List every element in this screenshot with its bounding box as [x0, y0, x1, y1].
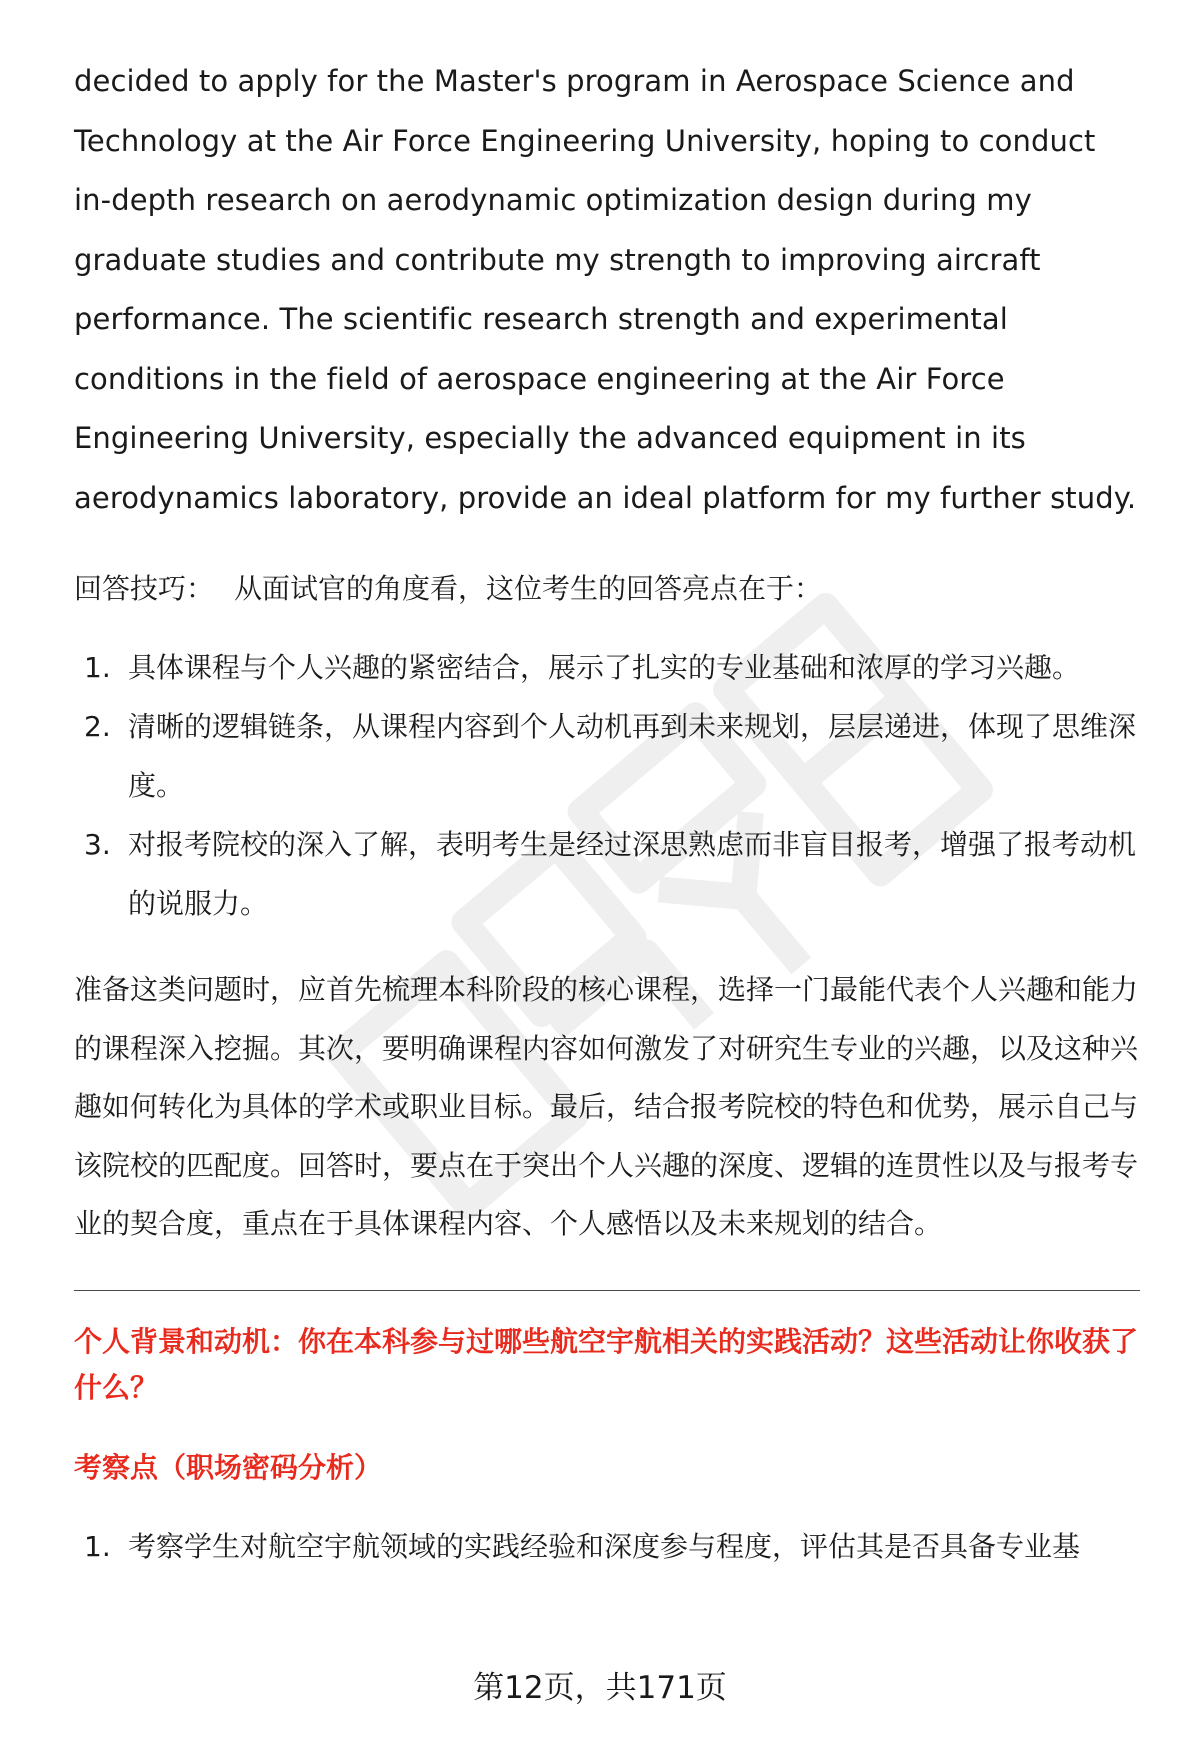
- list-item-number: 1.: [84, 651, 111, 684]
- assessment-heading: 考察点（职场密码分析）: [74, 1450, 383, 1484]
- list-item: [74, 815, 1140, 933]
- list-item-number: 3.: [84, 828, 111, 861]
- preparation-paragraph: 准备这类问题时，应首先梳理本科阶段的核心课程，选择一门最能代表个人兴趣和能力的课程深入挖掘。其次，要明确课程内容如何激发了对研究生专业的兴趣，以及这种兴趣如何转化为具体的学术或职业目标。最后，结合报考院校的特色和优势，展示自己与该院校的匹配度。回答时，要点在于突出个人兴趣的深度、逻辑的连贯性以及与报考专业的契合度，重点在于具体课程内容、个人感悟以及未来规划的结合。: [74, 973, 1139, 1240]
- list-item-number: 1.: [84, 1529, 111, 1563]
- list-item: [74, 697, 1140, 815]
- list-item-text: 清晰的逻辑链条，从课程内容到个人动机再到未来规划，层层递进，体现了思维深度。: [128, 710, 1137, 802]
- section-divider: [74, 1290, 1140, 1291]
- page-footer: 第12页，共171页: [473, 1670, 727, 1706]
- question-heading: 个人背景和动机：你在本科参与过哪些航空宇航相关的实践活动？这些活动让你收获了什么？: [74, 1324, 1139, 1404]
- english-paragraph: decided to apply for the Master's program in Aerospace Science and Technology at the Air Force Engineering University, hoping to conduct in-depth research on aerodynamic optimization design during my graduate studies and contribute my strength to improving aircraft performance. The scientific research strength and experimental conditions in the field of aerospace engineering at the Air Force Engineering University, especially the advanced equipment in its aerodynamics laboratory, provide an ideal platform for my further study.: [74, 64, 1137, 515]
- list-item-text: 具体课程与个人兴趣的紧密结合，展示了扎实的专业基础和浓厚的学习兴趣。: [128, 651, 1081, 684]
- tip-label: 回答技巧：: [74, 572, 215, 605]
- list-item-text: 对报考院校的深入了解，表明考生是经过深思熟虑而非盲目报考，增强了报考动机的说服力。: [128, 828, 1137, 920]
- document-page: [74, 52, 1140, 1576]
- list-item-text: 考察学生对航空宇航领域的实践经验和深度参与程度，评估其是否具备专业基: [128, 1529, 1081, 1563]
- assessment-list: [74, 1517, 1140, 1576]
- list-item: [74, 1517, 1140, 1576]
- highlights-list: [74, 638, 1140, 933]
- list-item: [74, 638, 1140, 697]
- tip-text: 从面试官的角度看，这位考生的回答亮点在于：: [234, 572, 823, 605]
- list-item-number: 2.: [84, 710, 111, 743]
- answer-tip: [74, 560, 1140, 618]
